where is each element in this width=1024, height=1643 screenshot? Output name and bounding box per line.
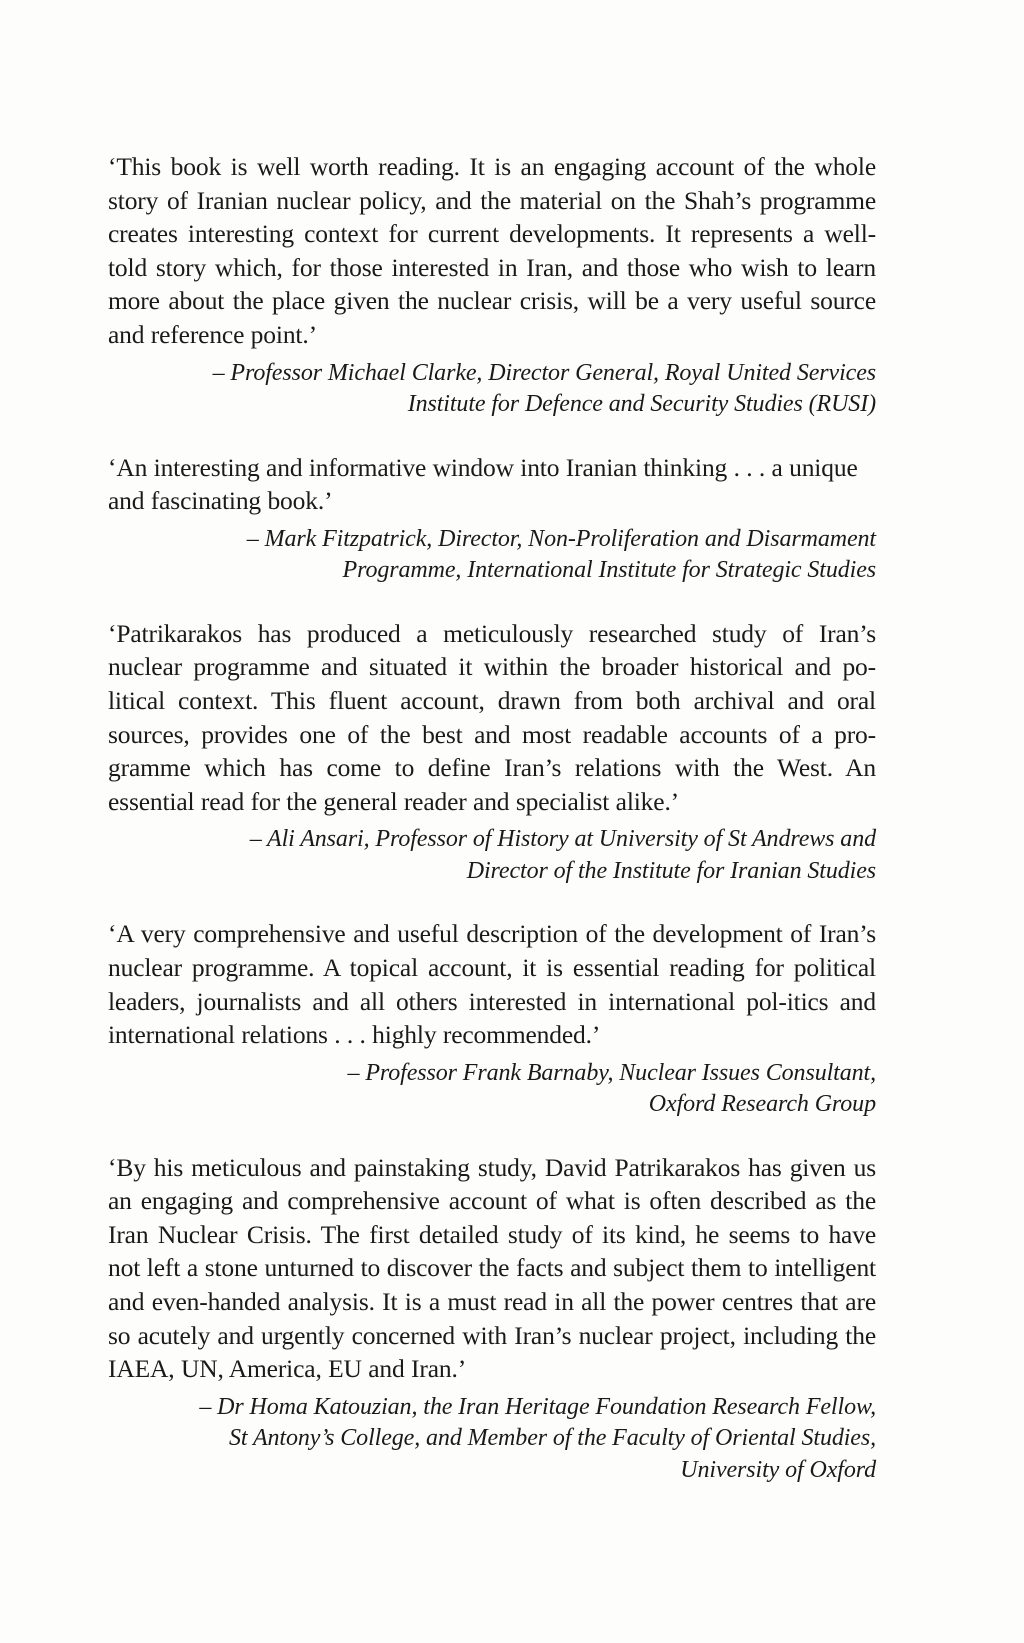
attribution-line: Institute for Defence and Security Studies (RUSI)	[407, 391, 876, 418]
praise-content	[108, 150, 876, 1486]
attribution-line: – Professor Frank Barnaby, Nuclear Issues Consultant,	[347, 1059, 876, 1086]
praise-attribution	[108, 1058, 876, 1121]
attribution-line: Director of the Institute for Iranian Studies	[466, 857, 876, 884]
praise-attribution	[108, 358, 876, 421]
praise-block-barnaby	[108, 917, 876, 1120]
attribution-line: – Professor Michael Clarke, Director General, Royal United Services	[212, 359, 876, 386]
praise-quote: ‘A very comprehensive and useful description of the development of Iran’s nuclear programme. A topical account, it is essential reading for political leaders, journalists and all others interested in international pol-itics and international relations . . . highly recommended.’	[108, 919, 876, 1050]
attribution-line: St Antony’s College, and Member of the Faculty of Oriental Studies,	[229, 1425, 876, 1452]
praise-block-ansari	[108, 617, 876, 888]
attribution-line: – Mark Fitzpatrick, Director, Non-Proliferation and Disarmament	[246, 525, 876, 552]
praise-block-katouzian	[108, 1151, 876, 1487]
praise-attribution	[108, 524, 876, 587]
praise-quote: ‘An interesting and informative window into Iranian thinking . . . a unique and fascinating book.’	[108, 452, 858, 516]
praise-quote: ‘Patrikarakos has produced a meticulously researched study of Iran’s nuclear programme and situated it within the broader historical and po-litical context. This fluent account, drawn from both archival and oral sources, provides one of the best and most readable accounts of a pro-gramme which has come to define Iran’s relations with the West. An essential read for the general reader and specialist alike.’	[108, 618, 876, 816]
attribution-line: Programme, International Institute for Strategic Studies	[342, 557, 876, 584]
praise-attribution	[108, 1392, 876, 1487]
attribution-line: University of Oxford	[680, 1456, 876, 1483]
praise-block-fitzpatrick	[108, 451, 876, 587]
attribution-line: – Ali Ansari, Professor of History at University of St Andrews and	[249, 826, 876, 853]
praise-attribution	[108, 824, 876, 887]
attribution-line: – Dr Homa Katouzian, the Iran Heritage Foundation Research Fellow,	[199, 1393, 876, 1420]
attribution-line: Oxford Research Group	[648, 1091, 876, 1118]
praise-quote: ‘This book is well worth reading. It is an engaging account of the whole story of Iranian nuclear policy, and the material on the Shah’s programme creates interesting context for current developments. It represents a well-told story which, for those interested in Iran, and those who wish to learn more about the place given the nuclear crisis, will be a very useful source and reference point.’	[108, 152, 876, 349]
praise-block-clarke	[108, 150, 876, 421]
praise-quote: ‘By his meticulous and painstaking study, David Patrikarakos has given us an engaging and comprehensive account of what is often described as the Iran Nuclear Crisis. The first detailed study of its kind, he seems to have not left a stone unturned to discover the facts and subject them to intelligent and even-handed analysis. It is a must read in all the power centres that are so acutely and urgently concerned with Iran’s nuclear project, including the IAEA, UN, America, EU and Iran.’	[108, 1152, 876, 1384]
